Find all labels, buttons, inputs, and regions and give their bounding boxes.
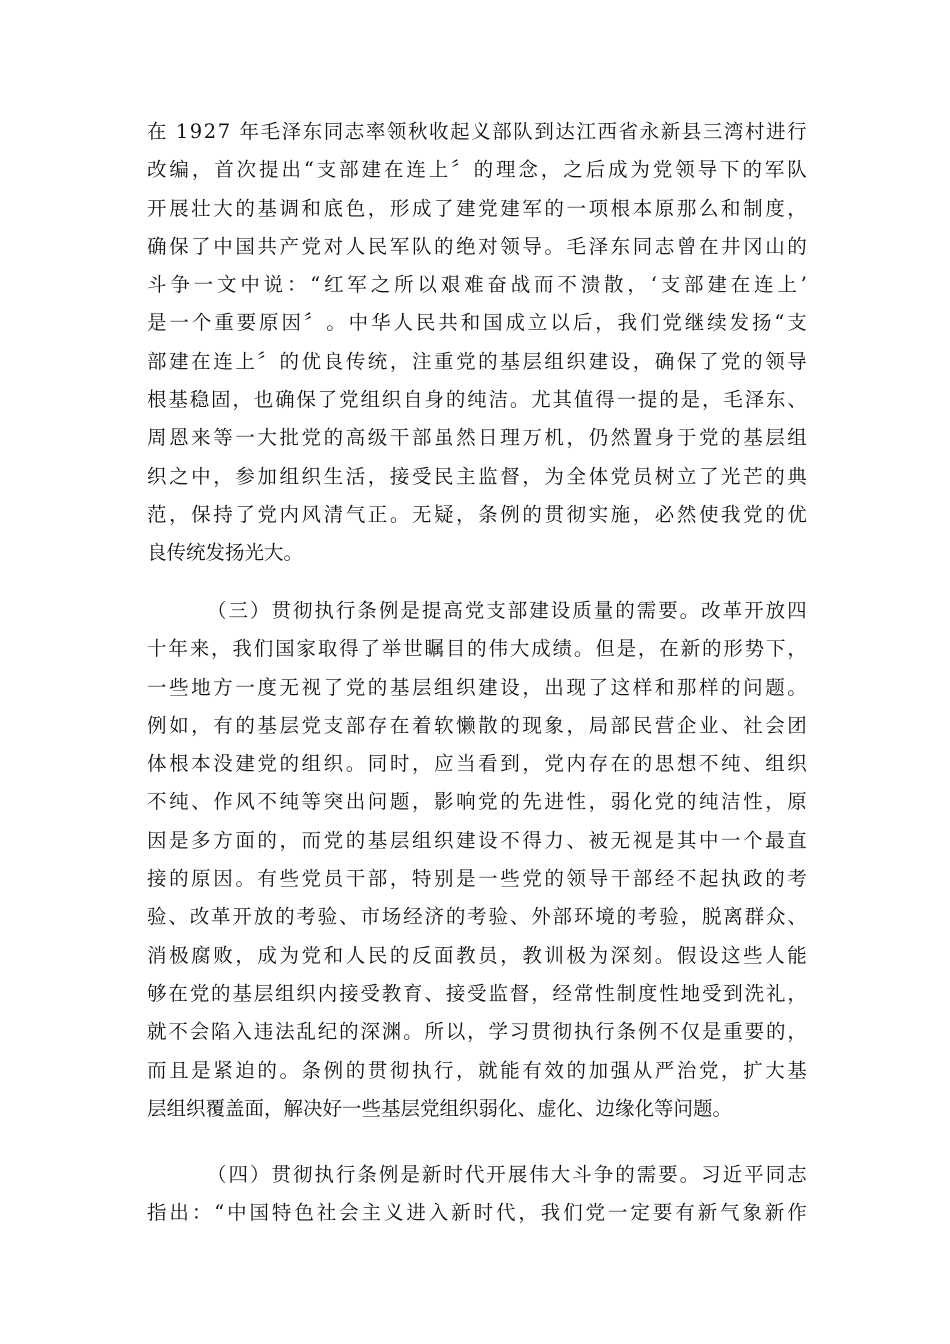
paragraph-line: 良传统发扬光大。 xyxy=(147,541,304,565)
paragraph-line: 织 之 中 ， 参 加 组 织 生 活 ， 接 受 民 主 监 督 ， 为 全 体 党 员 树 立 了 光 芒 的 典 xyxy=(147,464,807,488)
paragraph-line: 一 些 地 方 一 度 无 视 了 党 的 基 层 组 织 建 设 ， 出 现 了 这 样 和 那 样 的 问 题 。 xyxy=(147,675,807,699)
paragraph-line: 斗 争 一 文 中 说 ： “ 红 军 之 所 以 艰 难 奋 战 而 不 溃 散 ， ‘ 支 部 建 在 连 上 ’ xyxy=(147,273,807,297)
paragraph-line: 验 、 改 革 开 放 的 考 验 、 市 场 经 济 的 考 验 、 外 部 环 境 的 考 验 ， 脱 离 群 众 、 xyxy=(147,905,807,929)
paragraph-line: 层组织覆盖面，解决好一些基层党组织弱化、虚化、边缘化等问题。 xyxy=(147,1096,733,1120)
paragraph-1 xyxy=(147,113,807,573)
paragraph-2 xyxy=(147,592,807,1128)
paragraph-line: 十 年 来 ， 我 们 国 家 取 得 了 举 世 瞩 目 的 伟 大 成 绩 。 但 是 ， 在 新 的 形 势 下 ， xyxy=(147,637,807,661)
paragraph-line: 体 根 本 没 建 党 的 组 织 。 同 时 ， 应 当 看 到 ， 党 内 存 在 的 思 想 不 纯 、 组 织 xyxy=(147,752,807,776)
paragraph-line: 部 建 在 连 上 〞 的 优 良 传 统 ， 注 重 党 的 基 层 组 织 建 设 ， 确 保 了 党 的 领 导 xyxy=(147,349,807,373)
paragraph-line: 因 是 多 方 面 的 ， 而 党 的 基 层 组 织 建 设 不 得 力 、 被 无 视 是 其 中 一 个 最 直 xyxy=(147,828,807,852)
paragraph-line: （ 三 ） 贯 彻 执 行 条 例 是 提 高 党 支 部 建 设 质 量 的 需 要 。 改 革 开 放 四 xyxy=(207,599,807,622)
paragraph-line: 例 如 ， 有 的 基 层 党 支 部 存 在 着 软 懒 散 的 现 象 ， 局 部 民 营 企 业 、 社 会 团 xyxy=(147,713,807,737)
paragraph-line: 指 出 ： “ 中 国 特 色 社 会 主 义 进 入 新 时 代 ， 我 们 党 一 定 要 有 新 气 象 新 作 xyxy=(147,1201,807,1225)
paragraph-line: （ 四 ） 贯 彻 执 行 条 例 是 新 时 代 开 展 伟 大 斗 争 的 需 要 。 习 近 平 同 志 xyxy=(207,1163,807,1186)
paragraph-line: 够 在 党 的 基 层 组 织 内 接 受 教 育 、 接 受 监 督 ， 经 常 性 制 度 性 地 受 到 洗 礼 ， xyxy=(147,981,807,1005)
paragraph-2-body xyxy=(147,592,807,1128)
paragraph-3 xyxy=(147,1156,807,1233)
paragraph-line: 而 且 是 紧 迫 的 。 条 例 的 贯 彻 执 行 ， 就 能 有 效 的 加 强 从 严 治 党 ， 扩 大 基 xyxy=(147,1058,807,1082)
paragraph-line: 消 极 腐 败 ， 成 为 党 和 人 民 的 反 面 教 员 ， 教 训 极 为 深 刻 。 假 设 这 些 人 能 xyxy=(147,943,807,967)
paragraph-line: 在 1 9 2 7 年 毛 泽 东 同 志 率 领 秋 收 起 义 部 队 到 达 江 西 省 永 新 县 三 湾 村 进 行 xyxy=(147,120,807,143)
paragraph-line: 是 一 个 重 要 原 因 〞 。 中 华 人 民 共 和 国 成 立 以 后 ， 我 们 党 继 续 发 扬 “ 支 xyxy=(147,311,807,335)
paragraph-line: 确 保 了 中 国 共 产 党 对 人 民 军 队 的 绝 对 领 导 。 毛 泽 东 同 志 曾 在 井 冈 山 的 xyxy=(147,234,807,258)
paragraph-line: 就 不 会 陷 入 违 法 乱 纪 的 深 渊 。 所 以 ， 学 习 贯 彻 执 行 条 例 不 仅 是 重 要 的 ， xyxy=(147,1020,807,1044)
paragraph-1-body xyxy=(147,113,807,573)
paragraph-line: 范 ， 保 持 了 党 内 风 清 气 正 。 无 疑 ， 条 例 的 贯 彻 实 施 ， 必 然 使 我 党 的 优 xyxy=(147,502,807,526)
paragraph-line: 改 编 ， 首 次 提 出 “ 支 部 建 在 连 上 〞 的 理 念 ， 之 后 成 为 党 领 导 下 的 军 队 xyxy=(147,158,807,182)
paragraph-line: 不 纯 、 作 风 不 纯 等 突 出 问 题 ， 影 响 党 的 先 进 性 ， 弱 化 党 的 纯 洁 性 ， 原 xyxy=(147,790,807,814)
paragraph-line: 根 基 稳 固 ， 也 确 保 了 党 组 织 自 身 的 纯 洁 。 尤 其 值 得 一 提 的 是 ， 毛 泽 东 、 xyxy=(147,388,807,412)
paragraph-line: 周 恩 来 等 一 大 批 党 的 高 级 干 部 虽 然 日 理 万 机 ， 仍 然 置 身 于 党 的 基 层 组 xyxy=(147,426,807,450)
paragraph-3-body xyxy=(147,1156,807,1233)
paragraph-line: 接 的 原 因 。 有 些 党 员 干 部 ， 特 别 是 一 些 党 的 领 导 干 部 经 不 起 执 政 的 考 xyxy=(147,867,807,891)
paragraph-line: 开 展 壮 大 的 基 调 和 底 色 ， 形 成 了 建 党 建 军 的 一 项 根 本 原 那 么 和 制 度 ， xyxy=(147,196,807,220)
